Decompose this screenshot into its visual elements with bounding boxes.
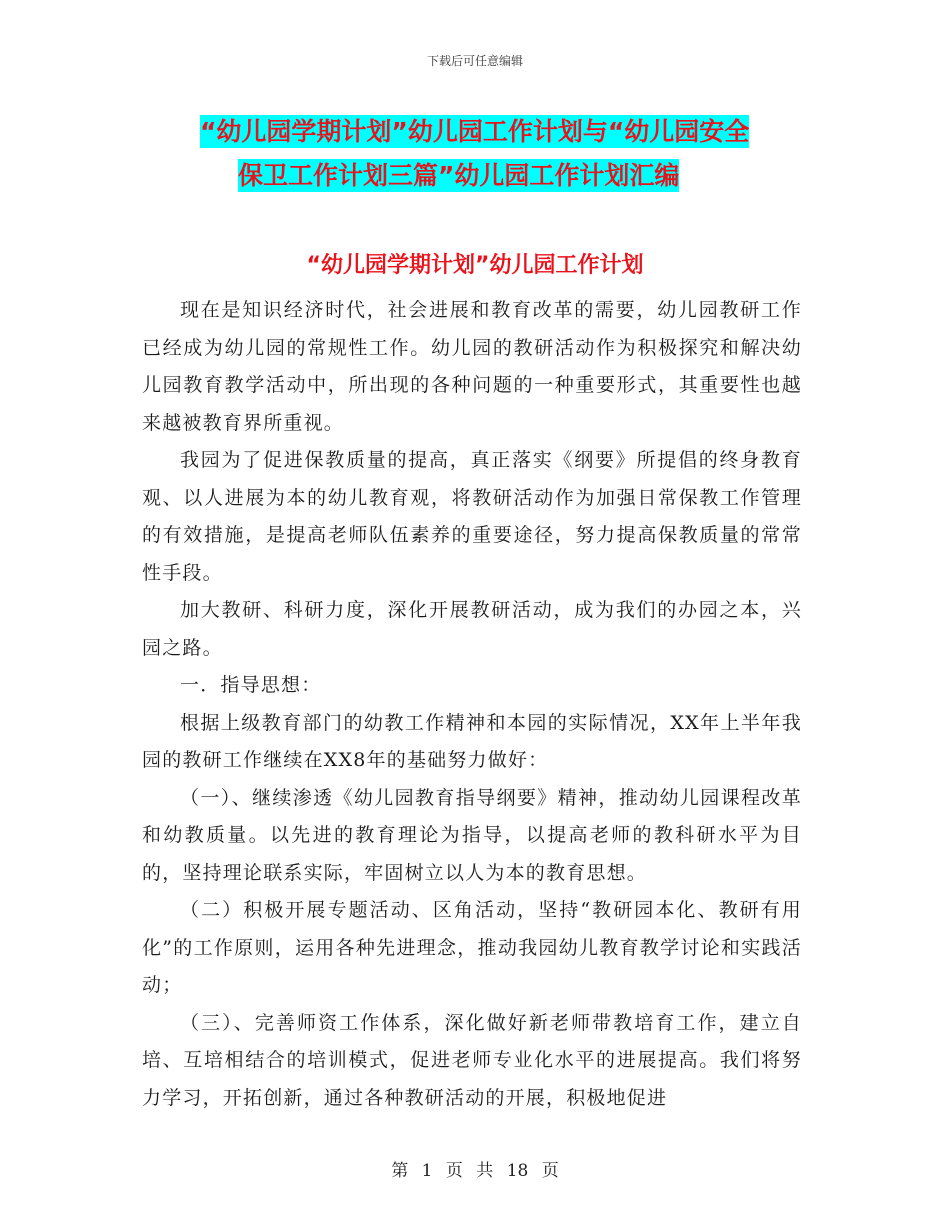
document-main-title bbox=[190, 110, 810, 198]
paragraph: （二）积极开展专题活动、区角活动，坚持“教研园本化、教研有用化”的工作原则，运用各种先进理念，推动我园幼儿教育教学讨论和实践活动； bbox=[142, 899, 802, 996]
header-note: 下载后可任意编辑 bbox=[426, 54, 523, 68]
paragraph: （三）、完善师资工作体系，深化做好新老师带教培育工作，建立自培、互培相结合的培训模式，促进老师专业化水平的进展提高。我们将努力学习，开拓创新，通过各种教研活动的开展，积极地促进 bbox=[142, 1011, 802, 1109]
main-title-line-2: 保卫工作计划三篇”幼儿园工作计划汇编 bbox=[238, 161, 680, 190]
paragraph: 根据上级教育部门的幼教工作精神和本园的实际情况，XX年上半年我园的教研工作继续在XX8年的基础努力做好： bbox=[142, 711, 802, 771]
paragraph: 加大教研、科研力度，深化开展教研活动，成为我们的办园之本，兴园之路。 bbox=[142, 599, 802, 659]
paragraph-heading: 一．指导思想： bbox=[180, 674, 322, 696]
main-title-line-1: “幼儿园学期计划”幼儿园工作计划与“幼儿园安全 bbox=[200, 117, 750, 146]
paragraph: 我园为了促进保教质量的提高，真正落实《纲要》所提倡的终身教育观、以人进展为本的幼儿教育观，将教研活动作为加强日常保教工作管理的有效措施，是提高老师队伍素养的重要途径，努力提高保教质量的常常性手段。 bbox=[142, 449, 802, 584]
paragraph: （一）、继续渗透《幼儿园教育指导纲要》精神，推动幼儿园课程改革和幼教质量。以先进的教育理论为指导，以提高老师的教科研水平为目的，坚持理论联系实际，牢固树立以人为本的教育思想。 bbox=[142, 786, 802, 884]
page-number-footer: 第 1 页 共 18 页 bbox=[391, 1161, 559, 1181]
document-body bbox=[142, 292, 802, 1117]
paragraph: 现在是知识经济时代，社会进展和教育改革的需要，幼儿园教研工作已经成为幼儿园的常规性工作。幼儿园的教研活动作为积极探究和解决幼儿园教育教学活动中，所出现的各种问题的一种重要形式，其重要性也越来越被教育界所重视。 bbox=[142, 299, 802, 434]
section-title: “幼儿园学期计划”幼儿园工作计划 bbox=[306, 253, 644, 278]
